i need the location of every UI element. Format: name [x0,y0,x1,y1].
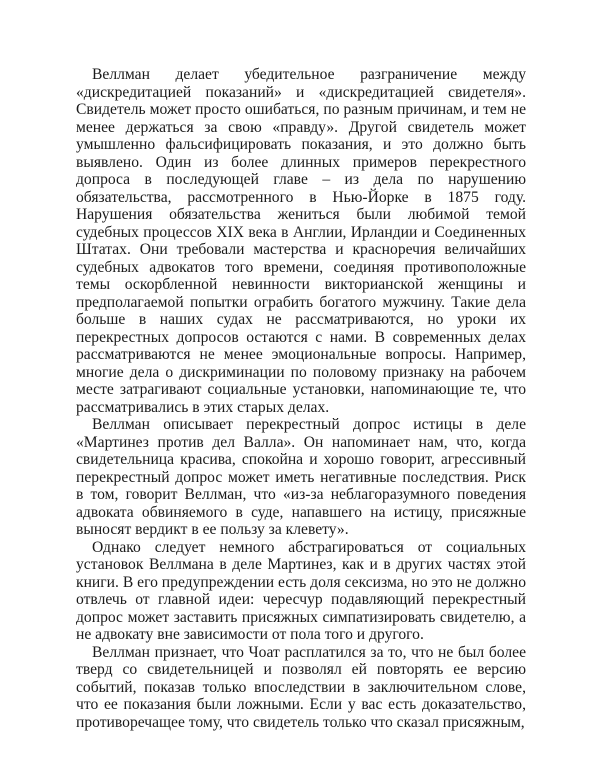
paragraph-1: Веллман делает убедительное разграничение между «дискредитацией показаний» и «дискредитацией свидетеля». Свидетель может просто ошибаться, по разным причинам, и тем не менее держаться за свою «правду». Другой свидетель может умышленно фальсифицировать показания, и это должно быть выявлено. Один из более длинных примеров перекрестного допроса в последующей главе – из дела по нарушению обязательства, рассмотренного в Нью-Йорке в 1875 году. Нарушения обязательства жениться были любимой темой судебных процессов XIX века в Англии, Ирландии и Соединенных Штатах. Они требовали мастерства и красноречия величайших судебных адвокатов того времени, соединяя противоположные темы оскорбленной невинности викторианской женщины и предполагаемой попытки ограбить богатого мужчину. Такие дела больше в наших судах не рассматриваются, но уроки их перекрестных допросов остаются с нами. В современных делах рассматриваются не менее эмоциональные вопросы. Например, многие дела о дискриминации по половому признаку на рабочем месте затрагивают социальные установки, напоминающие те, что рассматривались в этих старых делах. [76,66,526,416]
paragraph-2: Веллман описывает перекрестный допрос истицы в деле «Мартинез против дел Валла». Он напоминает нам, что, когда свидетельница красива, спокойна и хорошо говорит, агрессивный перекрестный допрос может иметь негативные последствия. Риск в том, говорит Веллман, что «из-за неблагоразумного поведения адвоката обвиняемого в суде, напавшего на истицу, присяжные выносят вердикт в ее пользу за клевету». [76,416,526,538]
document-page [76,66,526,731]
paragraph-4: Веллман признает, что Чоат расплатился за то, что не был более тверд со свидетельницей и позволял ей повторять ее версию событий, показав только впоследствии в заключительном слове, что ее показания были ложными. Если у вас есть доказательство, противоречащее тому, что свидетель только что сказал присяжным, [76,643,526,731]
paragraph-3: Однако следует немного абстрагироваться от социальных установок Веллмана в деле Мартинез, как и в других частях этой книги. В его предупреждении есть доля сексизма, но это не должно отвлечь от главной идеи: чересчур подавляющий перекрестный допрос может заставить присяжных симпатизировать свидетелю, а не адвокату вне зависимости от пола того и другого. [76,538,526,643]
